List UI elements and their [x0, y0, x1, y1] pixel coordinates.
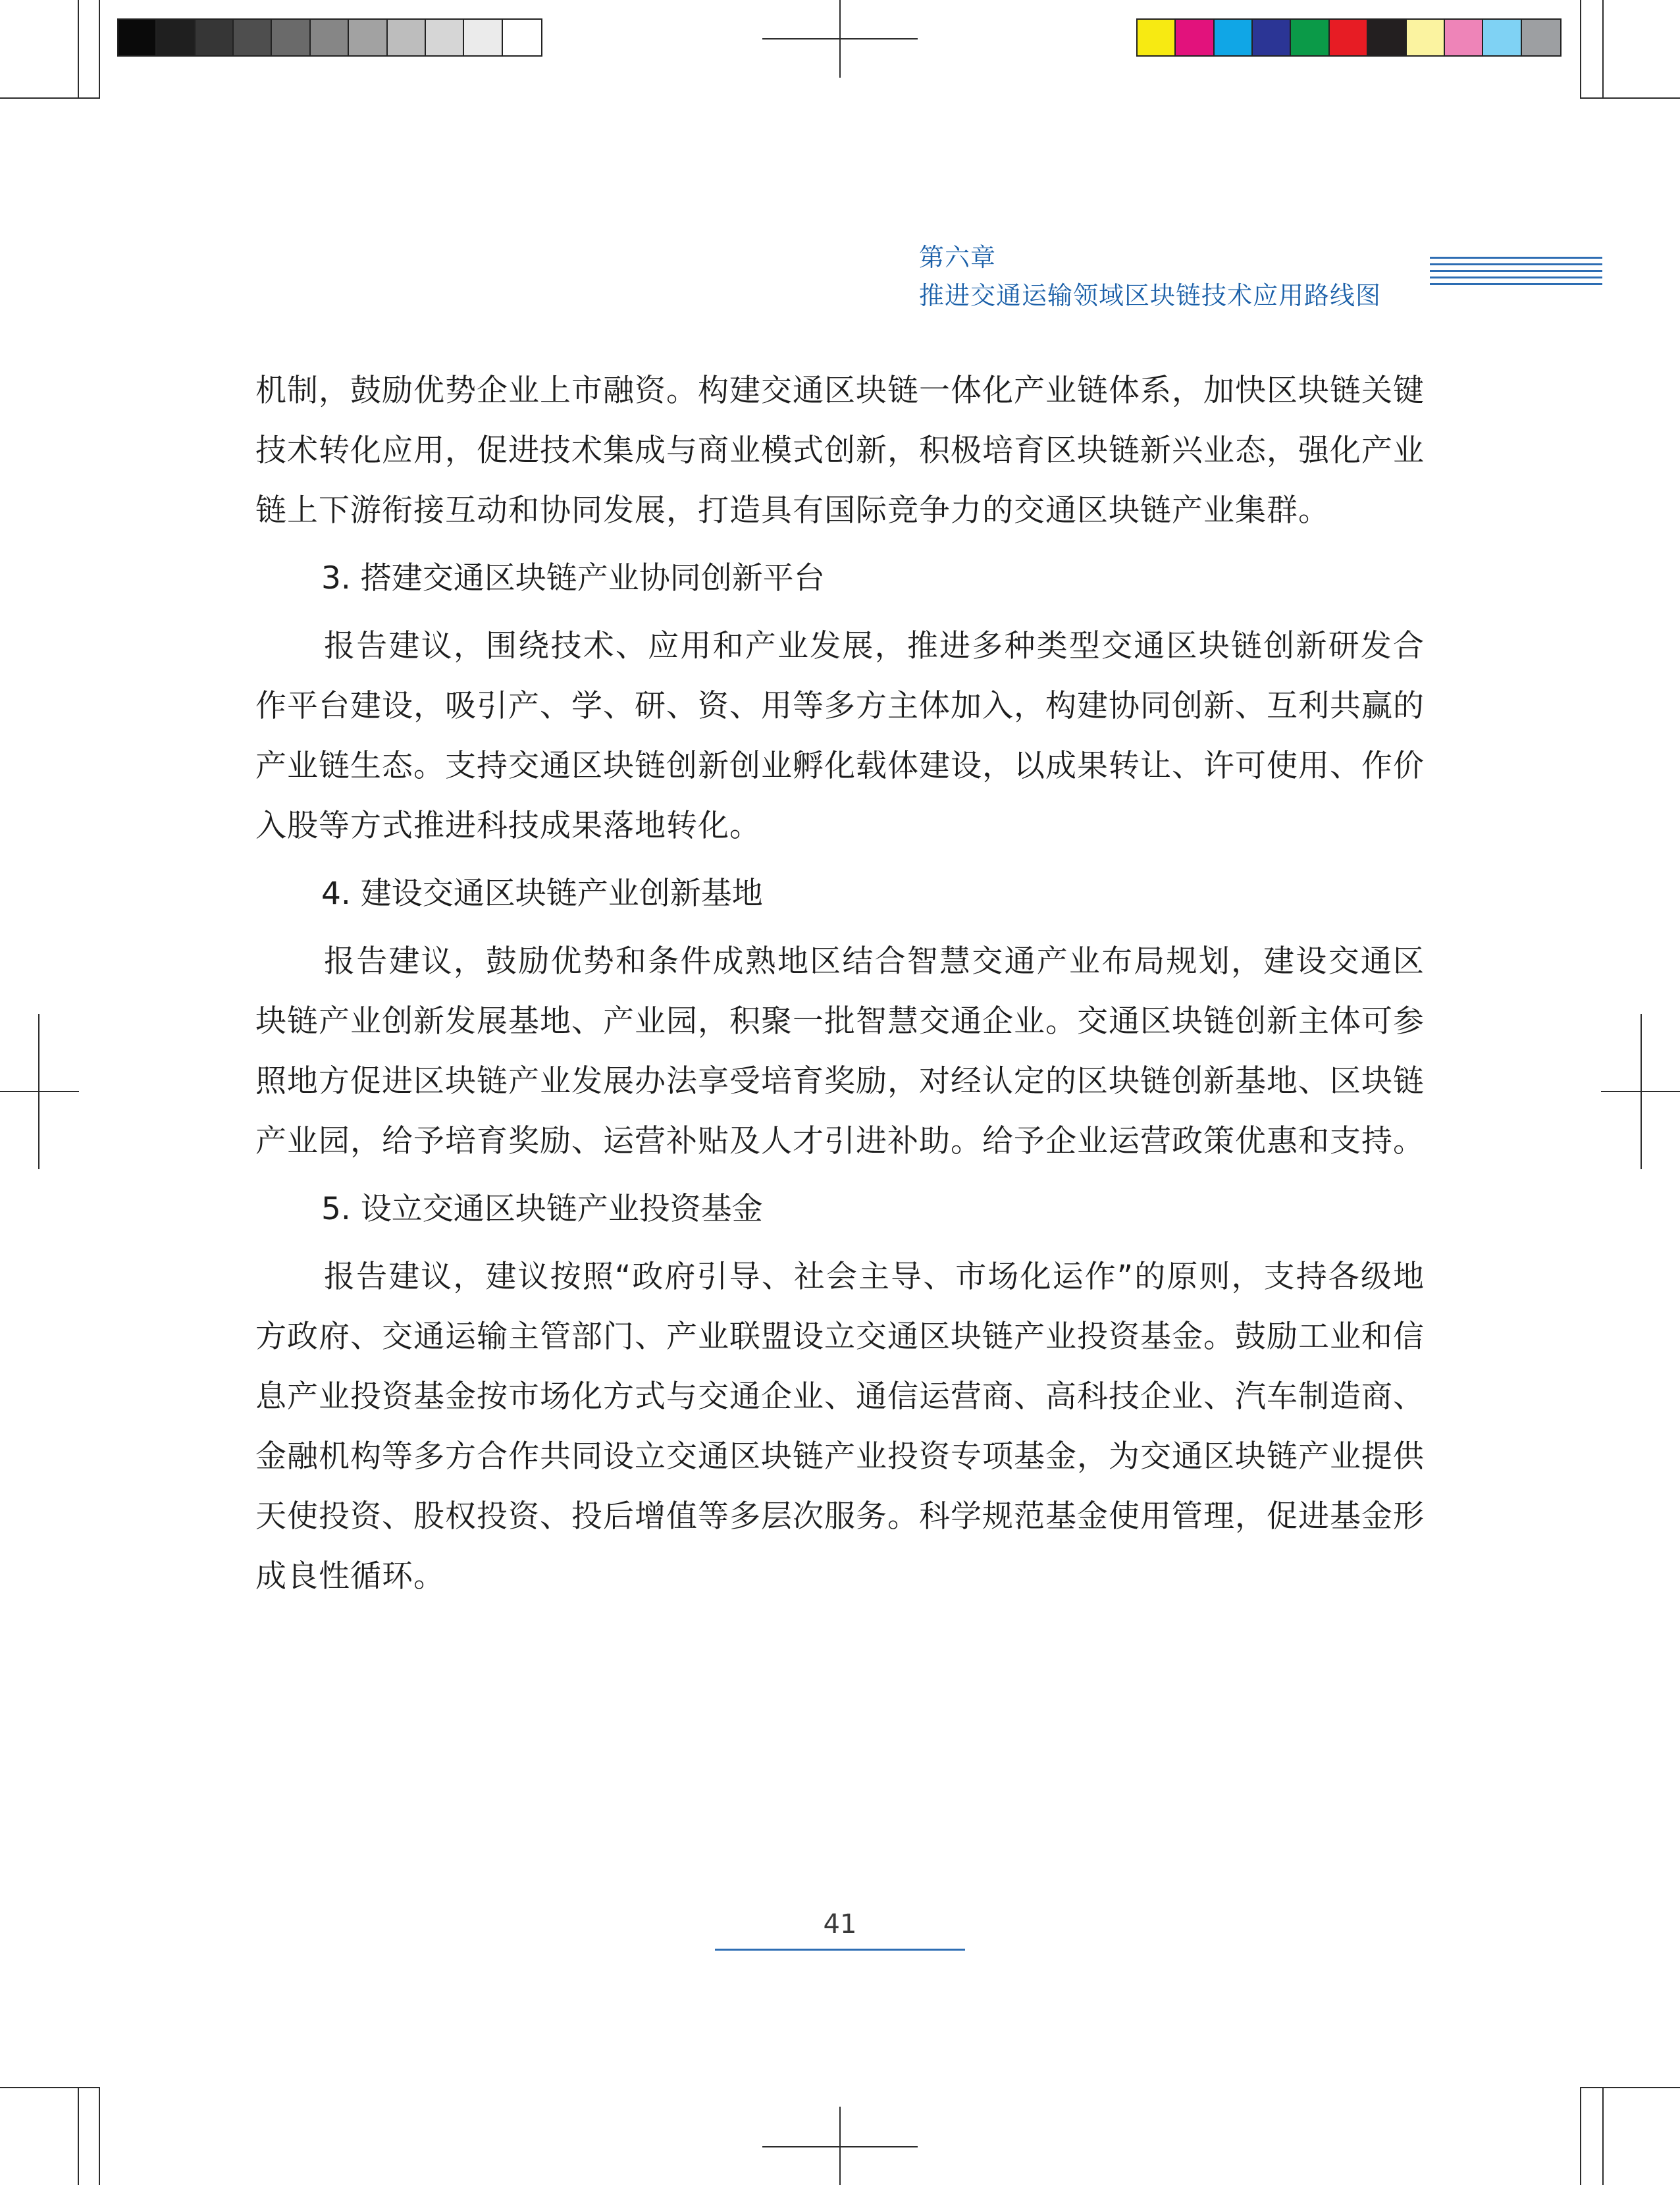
calibration-swatch	[234, 20, 272, 55]
calibration-swatch	[311, 20, 349, 55]
calibration-swatch	[464, 20, 502, 55]
body-content	[255, 361, 1425, 1606]
section-heading: 3. 搭建交通区块链产业协同创新平台	[321, 560, 825, 596]
crop-mark	[1580, 97, 1680, 99]
calibration-swatch	[1445, 20, 1483, 55]
calibration-swatch	[1407, 20, 1445, 55]
crop-mark	[1602, 2087, 1604, 2185]
calibration-swatch	[1138, 20, 1176, 55]
body-paragraph: 报告建议，鼓励优势和条件成熟地区结合智慧交通产业布局规划，建设交通区块链产业创新发展基地、产业园，积聚一批智慧交通企业。交通区块链创新主体可参照地方促进区块链产业发展办法享受培育奖励，对经认定的区块链创新基地、区块链产业园，给予培育奖励、运营补贴及人才引进补助。给予企业运营政策优惠和支持。	[255, 943, 1425, 1159]
calibration-swatch	[349, 20, 387, 55]
crop-mark	[78, 0, 79, 99]
crop-mark	[99, 2087, 100, 2185]
calibration-swatch	[157, 20, 195, 55]
grayscale-calibration-bar	[117, 18, 542, 57]
header-decorative-lines	[1430, 257, 1602, 290]
crop-mark	[0, 97, 99, 99]
crop-mark	[1580, 0, 1581, 99]
calibration-swatch	[1215, 20, 1253, 55]
calibration-swatch	[1330, 20, 1368, 55]
calibration-swatch	[1368, 20, 1406, 55]
color-calibration-bar	[1136, 18, 1562, 57]
crop-mark	[1602, 0, 1604, 99]
page-number: 41	[823, 1909, 857, 1939]
body-paragraph: 报告建议，围绕技术、应用和产业发展，推进多种类型交通区块链创新研发合作平台建设，吸引产、学、研、资、用等多方主体加入，构建协同创新、互利共赢的产业链生态。支持交通区块链创新创业孵化载体建设，以成果转让、许可使用、作价入股等方式推进科技成果落地转化。	[255, 628, 1425, 844]
calibration-swatch	[1291, 20, 1329, 55]
page-number-underline	[715, 1949, 965, 1951]
calibration-swatch	[388, 20, 426, 55]
calibration-swatch	[426, 20, 464, 55]
calibration-swatch	[1253, 20, 1291, 55]
crop-mark	[78, 2087, 79, 2185]
calibration-swatch	[1522, 20, 1560, 55]
registration-mark	[762, 38, 918, 39]
calibration-swatch	[1483, 20, 1521, 55]
registration-mark	[0, 1091, 79, 1092]
section-heading: 5. 设立交通区块链产业投资基金	[321, 1191, 763, 1227]
calibration-swatch	[272, 20, 310, 55]
calibration-swatch	[118, 20, 157, 55]
crop-mark	[1580, 2087, 1680, 2088]
calibration-swatch	[196, 20, 234, 55]
section-heading: 4. 建设交通区块链产业创新基地	[321, 876, 763, 912]
body-paragraph: 报告建议，建议按照“政府引导、社会主导、市场化运作”的原则，支持各级地方政府、交通运输主管部门、产业联盟设立交通区块链产业投资基金。鼓励工业和信息产业投资基金按市场化方式与交通企业、通信运营商、高科技企业、汽车制造商、金融机构等多方合作共同设立交通区块链产业投资专项基金，为交通区块链产业提供天使投资、股权投资、投后增值等多层次服务。科学规范基金使用管理，促进基金形成良性循环。	[255, 1259, 1425, 1594]
crop-mark	[1580, 2087, 1581, 2185]
calibration-swatch	[503, 20, 541, 55]
calibration-swatch	[1176, 20, 1214, 55]
chapter-title: 推进交通运输领域区块链技术应用路线图	[919, 281, 1382, 310]
crop-mark	[0, 2087, 99, 2088]
chapter-label: 第六章	[919, 243, 997, 272]
registration-mark	[1601, 1091, 1680, 1092]
crop-mark	[99, 0, 100, 99]
body-paragraph: 机制，鼓励优势企业上市融资。构建交通区块链一体化产业链体系，加快区块链关键技术转化应用，促进技术集成与商业模式创新，积极培育区块链新兴业态，强化产业链上下游衔接互动和协同发展，打造具有国际竞争力的交通区块链产业集群。	[255, 373, 1425, 529]
registration-mark	[762, 2146, 918, 2147]
